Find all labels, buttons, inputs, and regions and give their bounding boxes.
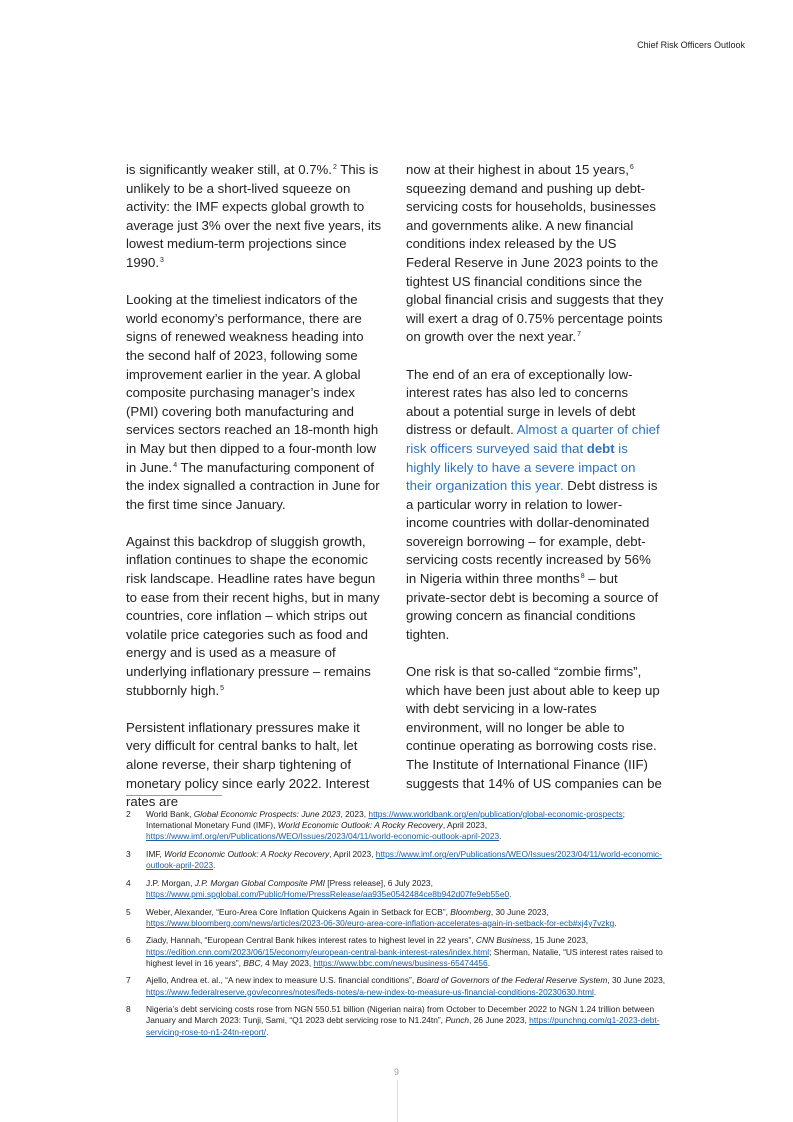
footnote-number: 7	[126, 975, 131, 986]
footnote-text	[146, 849, 666, 871]
footnote-title: World Economic Outlook: A Rocky Recovery	[277, 820, 443, 831]
footnote-divider	[126, 795, 222, 796]
footnote-segment: .	[614, 917, 617, 928]
footnote-number: 2	[126, 809, 131, 819]
footnote-title: Bloomberg	[450, 906, 491, 917]
footnote-8	[126, 1004, 666, 1038]
footnote-segment: .	[499, 831, 502, 842]
footnote-text	[146, 1004, 666, 1038]
footnote-segment: Ajello, Andrea et. al., “A new index to measure U.S. financial conditions”,	[146, 975, 417, 986]
footnote-ref[interactable]: 8	[580, 573, 585, 581]
footnote-title: Board of Governors of the Federal Reserve System	[416, 975, 608, 986]
footnote-link[interactable]: https://www.worldbank.org/en/publication/global-economic-prospects	[368, 809, 623, 819]
footnote-segment: , 30 June 2023,	[607, 975, 666, 986]
footnote-segment: , 26 June 2023,	[469, 1015, 530, 1026]
left-column	[126, 161, 384, 830]
footnote-number: 3	[126, 849, 131, 859]
footnote-ref[interactable]: 3	[160, 256, 164, 264]
footnote-ref[interactable]: 2	[332, 164, 337, 171]
footnote-link[interactable]: https://www.imf.org/en/Publications/WEO/Issues/2023/04/11/world-economic-outlook-april-2023	[146, 831, 500, 842]
footnote-segment: Nigeria’s debt servicing costs rose from NGN 550.51 billion (Nigerian naira) from October to December 2022 to NGN 1.24 trillion between January and March 2023: Tunji, Sami, “Q1 2023 debt servicing rose to N1.24tn”,	[146, 1004, 655, 1026]
footnote-segment: [Press release], 6 July 2023,	[324, 877, 433, 888]
paragraph: Looking at the timeliest indicators of the world economy’s performance, there are signs of renewed weakness heading into the second half of 2023, following some improvement earlier in the year. A global composite purchasing manager’s index (PMI) covering both manufacturing and services sectors reached an 18-month high in May but then dipped to a four-month low in June.$^4$ The manufacturing component of the index signalled a contraction in June for the first time since January.	[126, 292, 380, 512]
footnote-ref[interactable]: 6	[629, 164, 634, 171]
footnote-5	[126, 907, 666, 929]
right-column	[406, 161, 664, 812]
footnote-segment: , 30 June 2023,	[490, 906, 549, 917]
footnote-segment: , 2023,	[340, 809, 369, 819]
footnote-link[interactable]: https://edition.cnn.com/2023/06/15/economy/european-central-bank-interest-rates/index.html	[146, 946, 490, 957]
footnote-7	[126, 975, 666, 997]
highlight-statement: Almost a quarter of chief risk officers surveyed said that debt is highly likely to have a severe impact on their organization this year.	[406, 422, 660, 494]
footnote-segment: .	[593, 986, 597, 997]
footnote-3	[126, 849, 666, 871]
footnote-number: 4	[126, 877, 131, 888]
footnote-text	[146, 907, 666, 929]
paragraph: now at their highest in about 15 years,$^6$ squeezing demand and pushing up debt-servicing costs for households, businesses and governments alike. A new financial conditions index released by the US Federal Reserve in June 2023 points to the tightest US financial conditions since the global financial crisis and suggests that they will exert a drag of 0.75% percentage points on growth over the next year.$^7$	[406, 162, 664, 345]
footnote-link[interactable]: https://www.federalreserve.gov/econres/notes/feds-notes/a-new-index-to-measure-us-financial-conditions-20230630.html	[146, 986, 594, 997]
footnote-segment: .	[213, 860, 216, 871]
footnote-link[interactable]: https://www.imf.org/en/Publications/WEO/Issues/2023/04/11/world-economic-outlook-april-2023	[146, 849, 662, 871]
footnote-segment: , 15 June 2023,	[530, 935, 589, 946]
footnote-segment: .	[487, 957, 491, 968]
footnote-ref[interactable]: 4	[173, 461, 178, 469]
footnote-number: 6	[126, 935, 131, 946]
footnotes	[126, 809, 666, 1044]
footnote-link[interactable]: https://www.bbc.com/news/business-65474456	[313, 957, 488, 968]
footnote-segment: Weber, Alexander, “Euro-Area Core Inflation Quickens Again in Setback for ECB”,	[146, 906, 451, 917]
page-divider	[397, 1080, 398, 1122]
paragraph: Persistent inflationary pressures make it very difficult for central banks to halt, let alone reverse, their sharp tightening of monetary policy since early 2022. Interest rates are	[126, 719, 370, 810]
footnote-link[interactable]: https://punchng.com/q1-2023-debt-servicing-rose-to-n1-24tn-report/	[146, 1015, 660, 1037]
footnote-link[interactable]: https://www.bloomberg.com/news/articles/2023-06-30/euro-area-core-inflation-accelerates-again-in-setback-for-ecb#xj4y7vzkg	[146, 917, 615, 928]
footnote-title: World Economic Outlook: A Rocky Recovery	[164, 849, 330, 859]
running-header: Chief Risk Officers Outlook	[637, 40, 745, 50]
footnote-ref[interactable]: 5	[220, 684, 225, 692]
footnote-segment: .	[266, 1026, 269, 1037]
page-number: 9	[393, 1067, 399, 1077]
footnote-segment: .	[509, 889, 512, 899]
footnote-link[interactable]: https://www.pmi.spglobal.com/Public/Home/PressRelease/aa935e0542484ce8b942d07fe9eb55e0	[146, 889, 510, 899]
footnote-text	[146, 809, 666, 843]
footnote-segment: J.P. Morgan,	[146, 877, 195, 888]
paragraph: The end of an era of exceptionally low-interest rates has also led to concerns about a potential surge in levels of debt distress or default. Almost a quarter of chief risk officers surveyed said that debt is highly likely to have a severe impact on their organization this year. Debt distress is a particular worry in relation to lower-income countries with dollar-denominated sovereign borrowing – for example, debt-servicing costs recently increased by 56% in Nigeria within three months$^8$ – but private-sector debt is becoming a source of growing concern as financial conditions tighten.	[406, 366, 660, 642]
paragraph: Against this backdrop of sluggish growth, inflation continues to shape the economic risk landscape. Headline rates have begun to ease from their recent highs, but in many countries, core inflation – which strips out volatile price categories such as food and energy and is used as a measure of underlying inflationary pressure – remains stubbornly high.$^5$	[126, 533, 380, 698]
paragraph: is significantly weaker still, at 0.7%.$^2$ This is unlikely to be a short-lived squeeze on activity: the IMF expects global growth to average just 3% over the next five years, its lowest medium-term projections since 1990.$^3$	[126, 162, 382, 270]
footnote-6	[126, 935, 666, 969]
footnote-segment: Ziady, Hannah, “European Central Bank hikes interest rates to highest level in 22 years”,	[146, 935, 476, 946]
footnote-segment: , 4 May 2023,	[260, 957, 314, 968]
footnote-segment: , April 2023,	[442, 820, 488, 831]
footnote-number: 5	[126, 906, 131, 917]
footnote-title: J.P. Morgan Global Composite PMI	[194, 877, 325, 888]
highlight-keyword: debt	[586, 440, 615, 456]
footnote-segment: ; Sherman, Natalie, “US interest rates raised to highest level in 16 years”,	[146, 946, 663, 968]
footnote-title: BBC	[243, 957, 261, 968]
footnote-segment: IMF,	[146, 849, 165, 859]
footnote-text	[146, 878, 666, 900]
footnote-title: Punch	[445, 1015, 470, 1026]
footnote-segment: World Bank,	[146, 809, 194, 819]
footnote-ref[interactable]: 7	[577, 331, 581, 339]
footnote-text	[146, 935, 666, 969]
footnote-title: Global Economic Prospects: June 2023	[193, 809, 341, 819]
footnote-segment: , April 2023,	[329, 849, 376, 859]
footnote-4	[126, 878, 666, 900]
footnote-2	[126, 809, 666, 843]
footnote-segment: ; International Monetary Fund (IMF),	[146, 809, 625, 831]
paragraph: One risk is that so-called “zombie firms”, which have been just about able to keep up with debt servicing in a low-rates environment, will no longer be able to continue operating as borrowing costs rise. The Institute of International Finance (IIF) suggests that 14% of US companies can be	[406, 664, 662, 791]
footnote-text	[146, 975, 666, 997]
footnote-number: 8	[126, 1004, 131, 1015]
footnote-title: CNN Business	[475, 935, 531, 946]
